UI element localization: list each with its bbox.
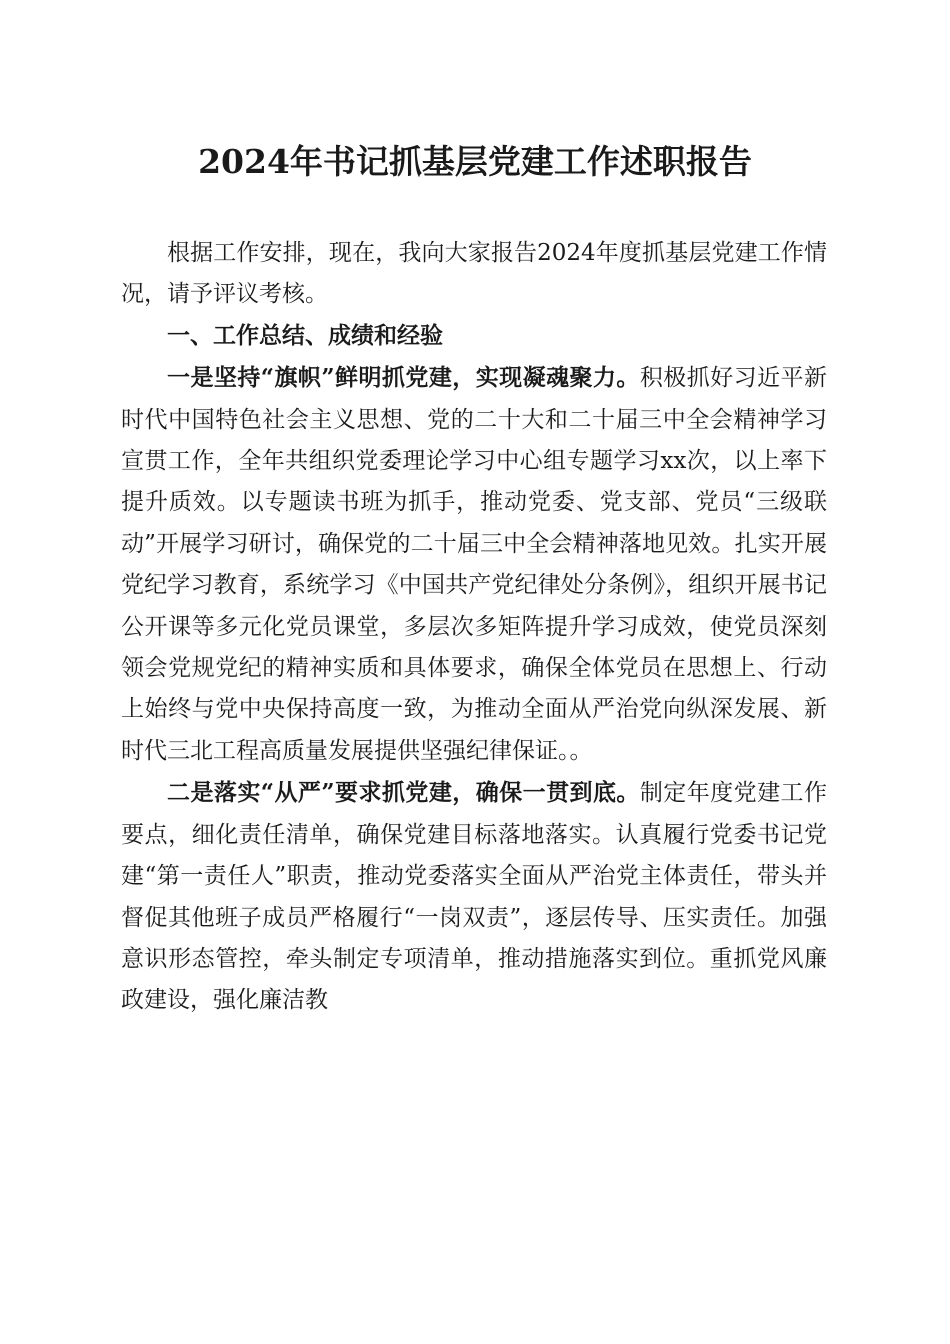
paragraph-2-body: 制定年度党建工作要点，细化责任清单，确保党建目标落地落实。认真履行党委书记党建“第一责任人”职责，推动党委落实全面从严治党主体责任，带头并督促其他班子成员严格履行“一岗双责”，逐层传导、压实责任。加强意识形态管控，牵头制定专项清单，推动措施落实到位。重抓党风廉政建设，强化廉洁教 bbox=[121, 780, 827, 1014]
section-heading-1: 一、工作总结、成绩和经验 bbox=[167, 322, 443, 349]
document-title: 2024年书记抓基层党建工作述职报告 bbox=[198, 142, 752, 181]
paragraph-1 bbox=[121, 357, 827, 772]
paragraph-1-body: 积极抓好习近平新时代中国特色社会主义思想、党的二十大和二十届三中全会精神学习宣贯工作，全年共组织党委理论学习中心组专题学习xx次，以上率下提升质效。以专题读书班为抓手，推动党委、党支部、党员“三级联动”开展学习研讨，确保党的二十届三中全会精神落地见效。扎实开展党纪学习教育，系统学习《中国共产党纪律处分条例》，组织开展书记公开课等多元化党员课堂，多层次多矩阵提升学习成效，使党员深刻领会党规党纪的精神实质和具体要求，确保全体党员在思想上、行动上始终与党中央保持高度一致，为推动全面从严治党向纵深发展、新时代三北工程高质量发展提供坚强纪律保证。。 bbox=[121, 365, 827, 764]
document-body bbox=[121, 233, 827, 1022]
intro-paragraph: 根据工作安排，现在，我向大家报告2024年度抓基层党建工作情况，请予评议考核。 bbox=[121, 240, 827, 308]
paragraph-2 bbox=[121, 772, 827, 1021]
paragraph-1-lead: 一是坚持“旗帜”鲜明抓党建，实现凝魂聚力。 bbox=[167, 364, 640, 392]
paragraph-2-lead: 二是落实“从严”要求抓党建，确保一贯到底。 bbox=[167, 779, 640, 807]
